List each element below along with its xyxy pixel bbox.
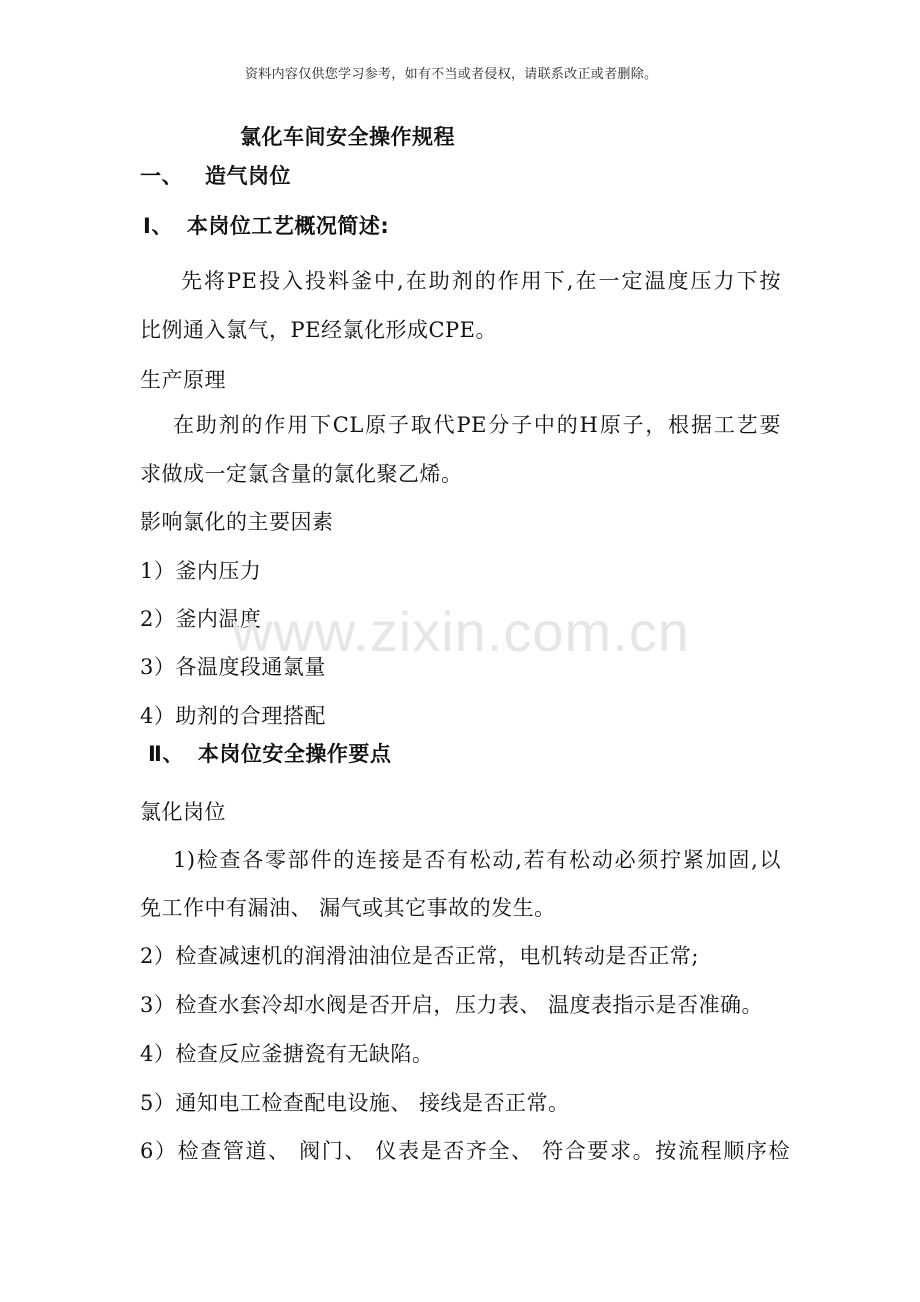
document-title: 氯化车间安全操作规程 [240,125,455,149]
factor-item-4: 4）助剂的合理搭配 [140,704,326,728]
check-item-1-line-2: 免工作中有漏油、 漏气或其它事故的发生。 [140,896,556,920]
factor-item-1: 1）釜内压力 [140,559,262,583]
principle-line-2: 求做成一定氯含量的氯化聚乙烯。 [140,462,463,486]
check-item-2: 2）检查减速机的润滑油油位是否正常，电机转动是否正常; [140,944,699,968]
part-label: 本岗位工艺概况简述: [186,214,390,238]
factor-item-3: 3）各温度段通氯量 [140,655,326,679]
principle-line-1: 在助剂的作用下CL原子取代PE分子中的H原子，根据工艺要 [173,413,781,437]
part-heading-1 [143,212,389,240]
principle-heading: 生产原理 [140,368,226,392]
copyright-notice: 资料内容仅供您学习参考，如有不当或者侵权，请联系改正或者删除。 [245,67,658,82]
part-heading-2 [148,740,391,768]
part-number: Ⅰ、 [143,214,173,238]
check-item-1-line-1: 1)检查各零部件的连接是否有松动,若有松动必须拧紧加固,以 [173,848,781,872]
part-number: Ⅱ、 [148,742,184,766]
check-item-5: 5）通知电工检查配电设施、 接线是否正常。 [140,1091,570,1115]
overview-line-1: 先将PE投入投料釜中,在助剂的作用下,在一定温度压力下按 [181,269,781,293]
check-item-6: 6）检查管道、 阀门、 仪表是否齐全、 符合要求。按流程顺序检 [140,1139,790,1163]
watermark-text: www.zixin.com.cn [232,600,690,663]
check-item-4: 4）检查反应釜搪瓷有无缺陷。 [140,1042,434,1066]
overview-line-2: 比例通入氯气，PE经氯化形成CPE。 [140,318,497,342]
section-heading-1 [140,162,291,190]
part-label: 本岗位安全操作要点 [197,742,392,766]
factors-heading: 影响氯化的主要因素 [140,510,334,534]
check-item-3: 3）检查水套冷却水阀是否开启，压力表、 温度表指示是否准确。 [140,993,764,1017]
section-label: 造气岗位 [205,164,291,188]
chlorination-heading: 氯化岗位 [140,800,226,824]
factor-item-2: 2）釜内温度 [140,607,262,631]
section-number: 一、 [140,164,183,188]
